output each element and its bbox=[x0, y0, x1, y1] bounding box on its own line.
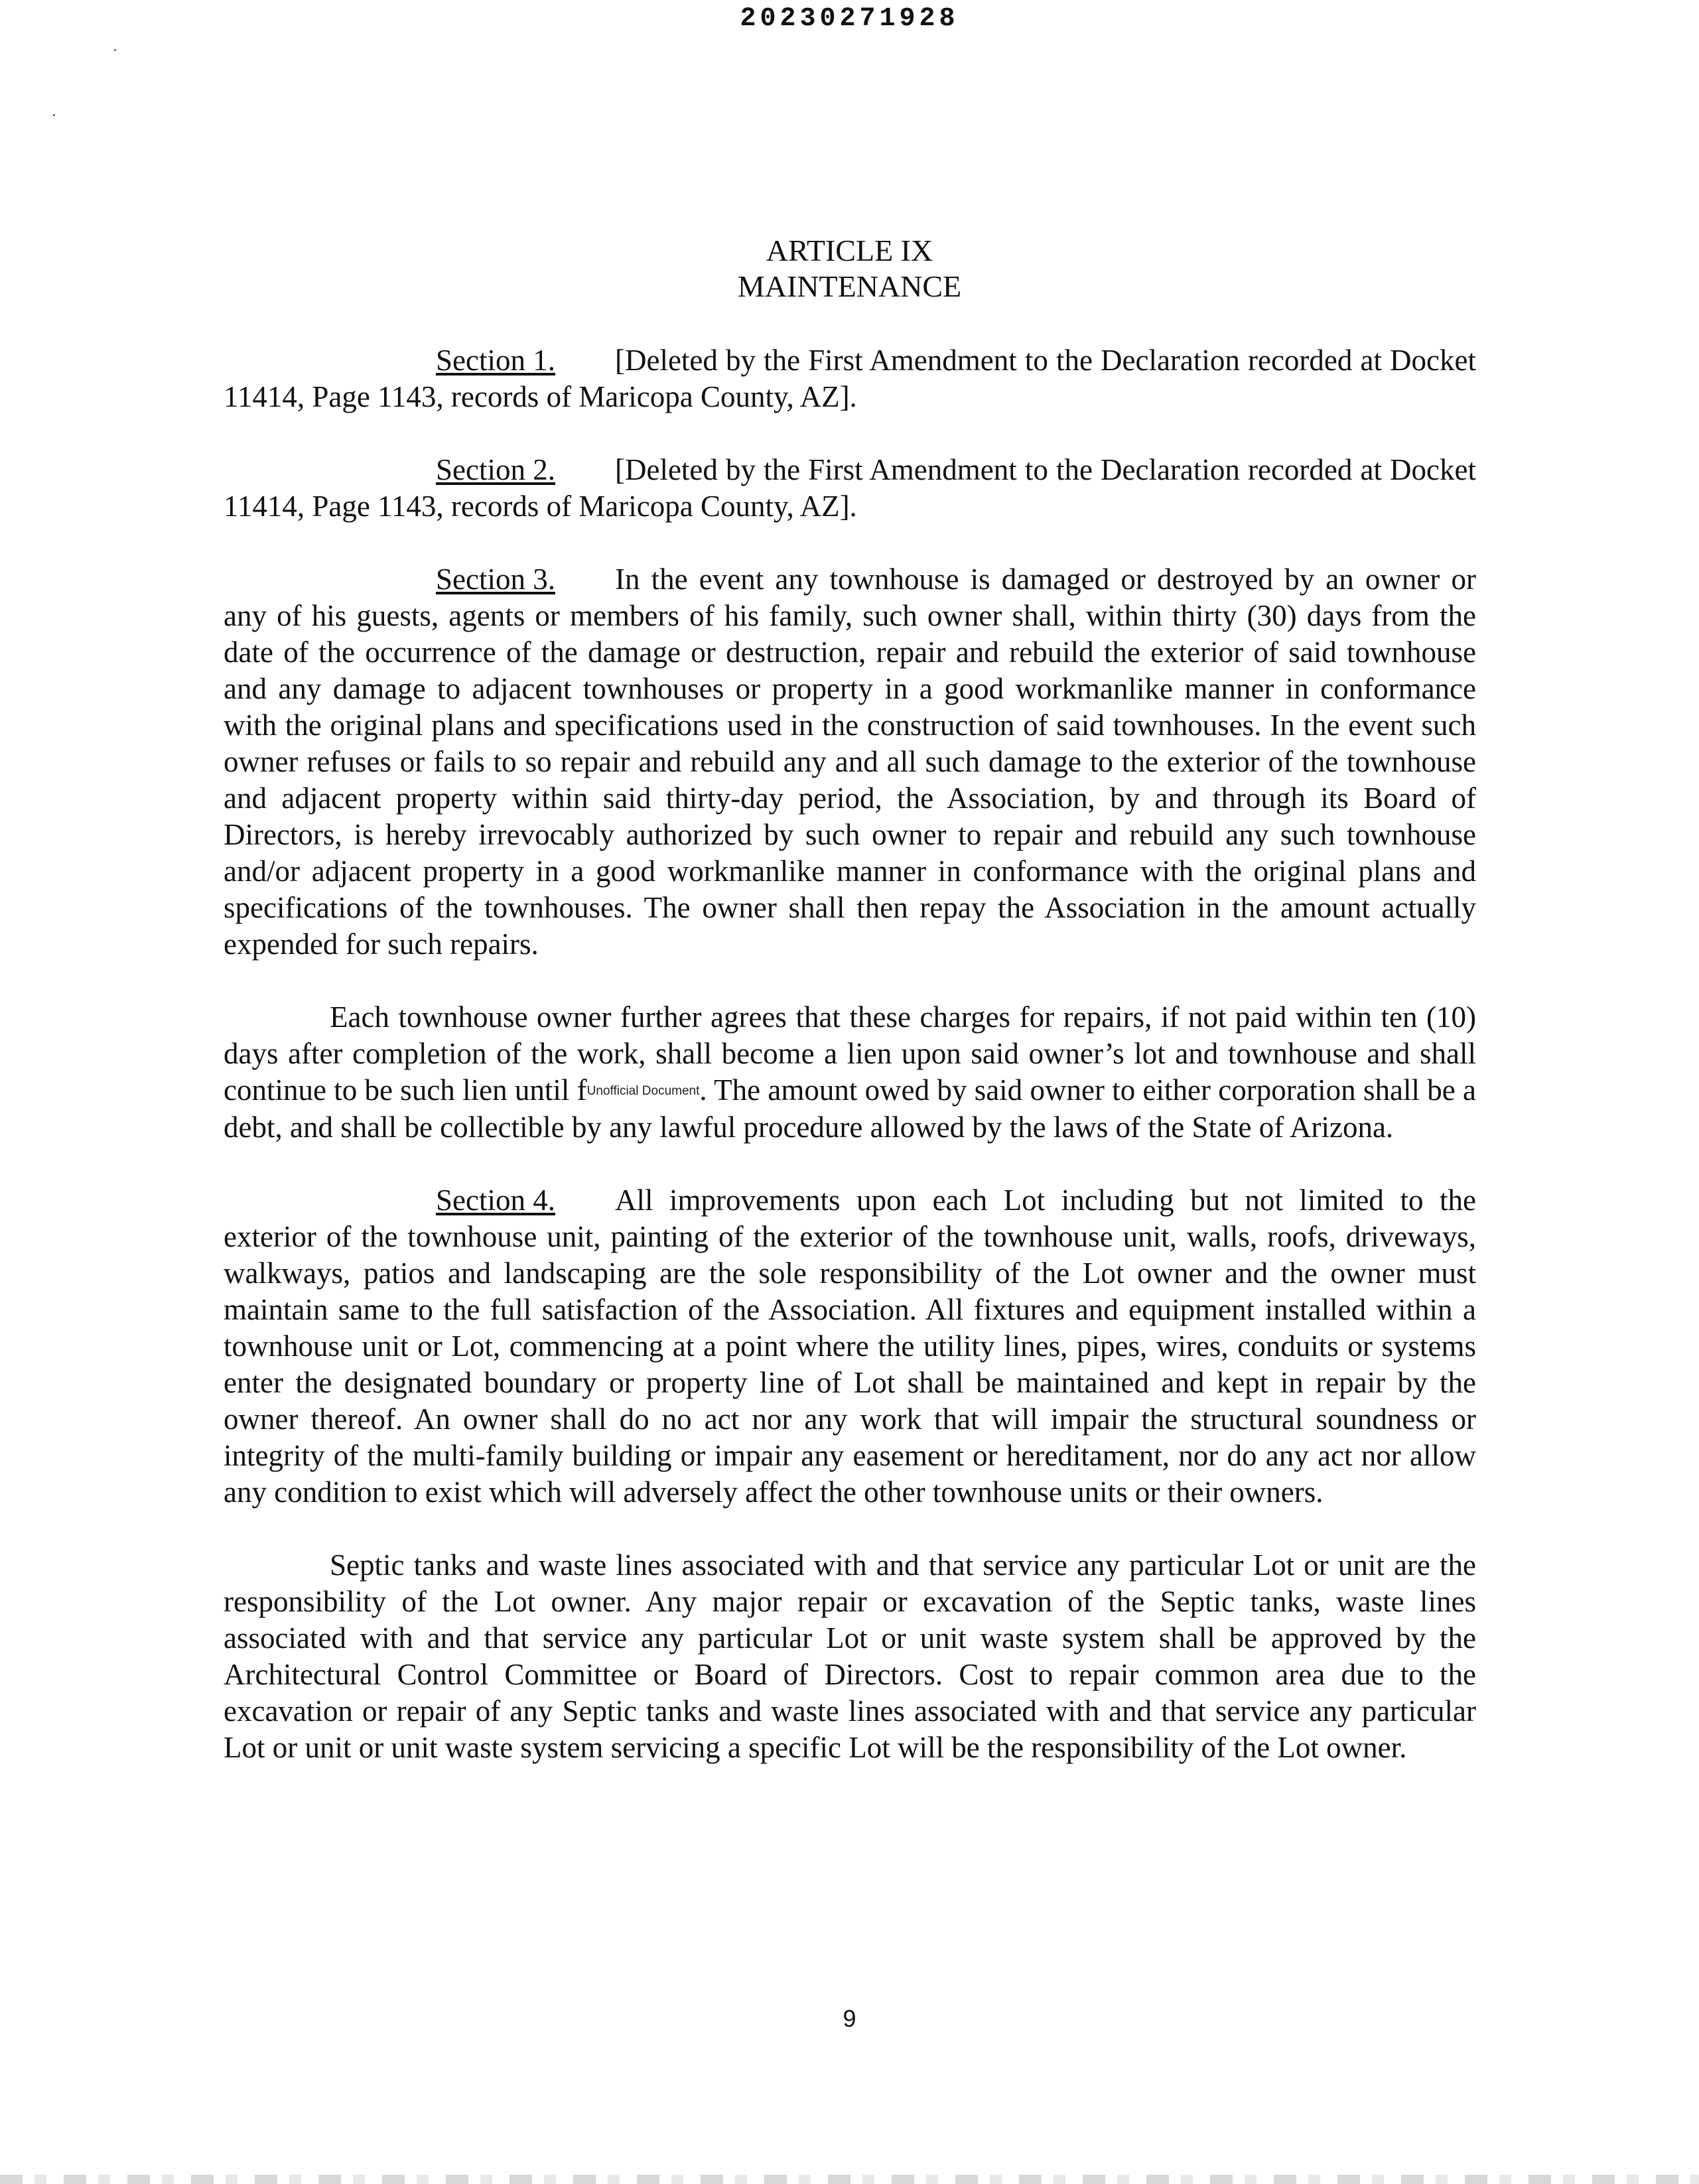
paragraph-text: . The amount owed by said owner to either corporation shall be a debt, and shall be collectible by any lawful procedure allowed by the laws of the State of Arizona. bbox=[224, 1073, 1476, 1144]
scan-edge-artifact bbox=[0, 2175, 1699, 2184]
scan-speck bbox=[53, 114, 55, 116]
article-title: ARTICLE IX bbox=[766, 234, 933, 267]
article-subtitle: MAINTENANCE bbox=[737, 269, 962, 303]
paragraph-text: Septic tanks and waste lines associated with and that service any particular Lot or unit are the responsibility of the Lot owner. Any major repair or excavation of the Septic tanks, waste lines associated with and that service any particular Lot or unit waste system shall be approved by the Architectural Control Committee or Board of Directors. Cost to repair common area due to the excavation or repair of any Septic tanks and waste lines associated with and that service any particular Lot or unit or unit waste system servicing a specific Lot will be the responsibility of the Lot owner. bbox=[224, 1548, 1476, 1764]
paragraph-text: Each townhouse owner further agrees that these charges for repairs, if not paid within ten (10) days after completion of the work, shall become a lien upon said owner’s lot and townhouse and shall continue to be such lien until f bbox=[224, 1000, 1476, 1107]
section-label: Section 4. bbox=[436, 1184, 555, 1217]
scan-speck bbox=[114, 49, 116, 51]
section-2 bbox=[224, 452, 1476, 525]
section-4-septic-paragraph bbox=[224, 1547, 1476, 1766]
section-3 bbox=[224, 561, 1476, 963]
section-1 bbox=[224, 342, 1476, 415]
document-body bbox=[224, 342, 1476, 1803]
unofficial-document-watermark: Unofficial Document bbox=[586, 1084, 700, 1098]
section-label: Section 1. bbox=[436, 344, 555, 377]
section-3-continuation bbox=[224, 999, 1476, 1146]
section-text: [Deleted by the First Amendment to the Declaration recorded at Docket 11414, Page 1143, records of Maricopa County, AZ]. bbox=[224, 344, 1476, 413]
section-text: [Deleted by the First Amendment to the Declaration recorded at Docket 11414, Page 1143, records of Maricopa County, AZ]. bbox=[224, 453, 1476, 523]
section-label: Section 2. bbox=[436, 453, 555, 486]
section-text: All improvements upon each Lot including but not limited to the exterior of the townhouse unit, painting of the exterior of the townhouse unit, walls, roofs, driveways, walkways, patios and landscaping are the sole responsibility of the Lot owner and the owner must maintain same to the full satisfaction of the Association. All fixtures and equipment installed within a townhouse unit or Lot, commencing at a point where the utility lines, pipes, wires, conduits or systems enter the designated boundary or property line of Lot shall be maintained and kept in repair by the owner thereof. An owner shall do no act nor any work that will impair the structural soundness or integrity of the multi-family building or impair any easement or hereditament, nor do any act nor allow any condition to exist which will adversely affect the other townhouse units or their owners. bbox=[224, 1184, 1476, 1509]
section-label: Section 3. bbox=[436, 563, 555, 596]
page-number: 9 bbox=[843, 2005, 856, 2032]
recording-number: 20230271928 bbox=[740, 4, 959, 34]
section-text: In the event any townhouse is damaged or destroyed by an owner or any of his guests, agents or members of his family, such owner shall, within thirty (30) days from the date of the occurrence of the damage or destruction, repair and rebuild the exterior of said townhouse and any damage to adjacent townhouses or property in a good workmanlike manner in conformance with the original plans and specifications used in the construction of said townhouses. In the event such owner refuses or fails to so repair and rebuild any and all such damage to the exterior of the townhouse and adjacent property within said thirty-day period, the Association, by and through its Board of Directors, is hereby irrevocably authorized by such owner to repair and rebuild any such townhouse and/or adjacent property in a good workmanlike manner in conformance with the original plans and specifications of the townhouses. The owner shall then repay the Association in the amount actually expended for such repairs. bbox=[224, 563, 1476, 961]
section-4 bbox=[224, 1182, 1476, 1511]
